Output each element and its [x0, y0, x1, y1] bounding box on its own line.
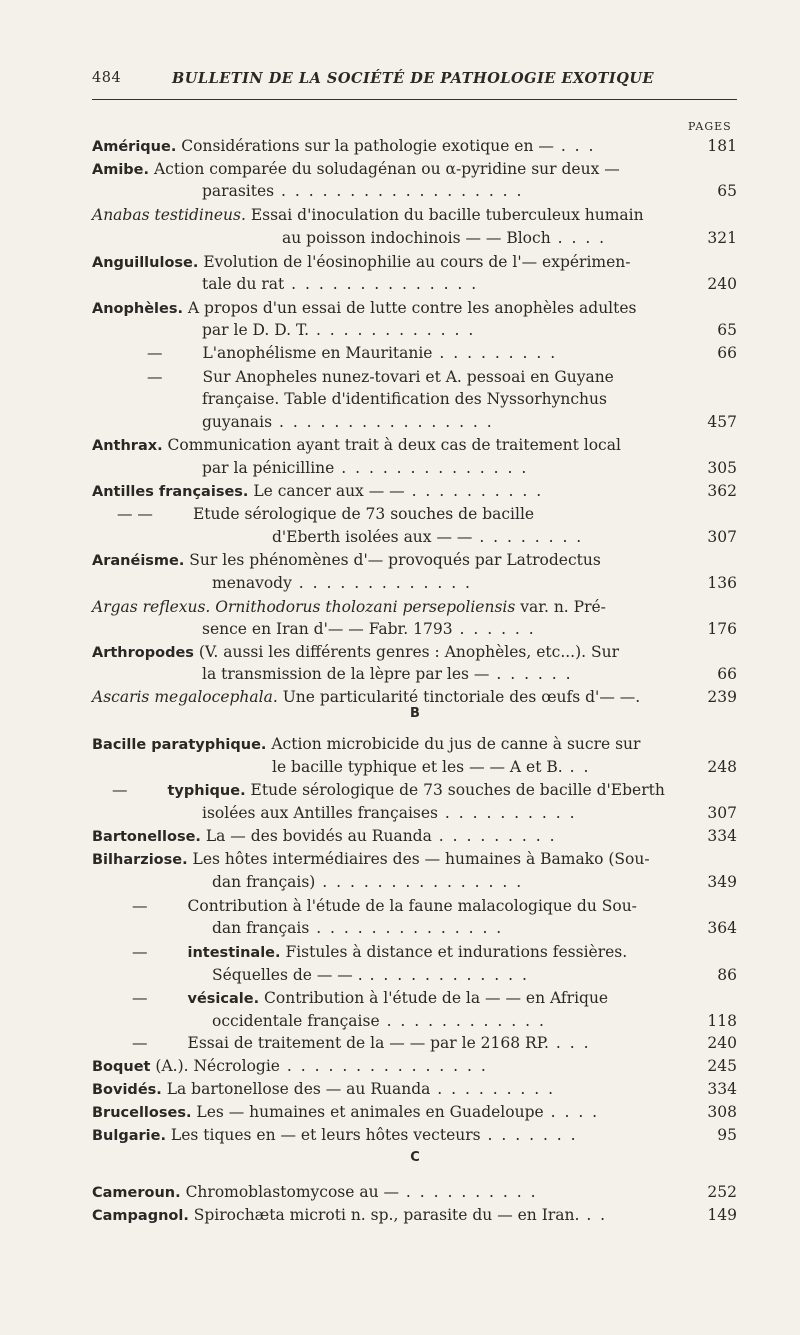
- entry-description: (A.). Nécrologie: [150, 1057, 280, 1075]
- page-reference: 95: [717, 1126, 737, 1144]
- index-line: [92, 366, 737, 388]
- entry-description: Les hôtes intermédiaires des — humaines à Bamako (Sou-: [187, 850, 650, 868]
- entry-keyword: Anophèles.: [92, 301, 183, 317]
- leader-dots: . . . . . . . . . . . .: [379, 1012, 546, 1030]
- leader-dots: . . . . . . . . . . . .: [362, 966, 529, 984]
- leader-dots: . . . . . . . . . . . . . . .: [279, 1057, 488, 1075]
- entry-text: [92, 596, 606, 618]
- page-reference: 66: [717, 665, 737, 683]
- leader-dots: . . . . . . . . . . . . . .: [309, 919, 504, 937]
- index-line: [92, 1204, 737, 1226]
- entry-keyword: Bacille paratyphique.: [92, 737, 267, 753]
- index-line: [92, 480, 737, 502]
- entry-text: [92, 1101, 599, 1124]
- entry-description: Considérations sur la pathologie exotique en —: [176, 137, 554, 155]
- leader-dots: . . . . . . . . . .: [404, 482, 544, 500]
- entry-description: La bartonellose des — au Ruanda: [161, 1080, 431, 1098]
- entry-text: [202, 457, 528, 479]
- index-line: [92, 1010, 737, 1032]
- entry-taxon: Anabas testidineus.: [92, 206, 246, 224]
- entry-description: dan français): [212, 873, 316, 891]
- leader-dots: . . . . . . . . . . . . . . .: [315, 873, 524, 891]
- entry-description: Contribution à l'étude de la faune malacologique du Sou-: [187, 897, 637, 915]
- index-line: [92, 434, 737, 456]
- entry-text: [132, 941, 627, 964]
- entry-keyword: Arthropodes: [92, 645, 194, 661]
- entry-description: Sur Anopheles nunez-tovari et A. pessoai en Guyane: [202, 368, 614, 386]
- index-line: [92, 686, 737, 708]
- entry-text: [272, 756, 590, 778]
- entry-dash: —: [132, 989, 148, 1007]
- entry-description: La — des bovidés au Ruanda: [200, 827, 432, 845]
- entry-description: Les — humaines et animales en Guadeloupe: [191, 1103, 544, 1121]
- entry-text: [202, 180, 523, 202]
- index-line: [92, 342, 737, 364]
- index-line: [92, 987, 737, 1009]
- page-reference: 252: [707, 1183, 737, 1201]
- page-reference: 308: [707, 1103, 737, 1121]
- page-reference: 321: [707, 229, 737, 247]
- index-line: [92, 251, 737, 273]
- entry-text: [212, 964, 529, 986]
- leader-dots: . . . . . .: [489, 665, 573, 683]
- entry-keyword: Antilles françaises.: [92, 484, 249, 500]
- page-reference: 307: [707, 528, 737, 546]
- leader-dots: . . . . . . .: [480, 1126, 578, 1144]
- leader-dots: . . . . . . . . .: [430, 1080, 556, 1098]
- leader-dots: . . . . . . . . . .: [437, 804, 577, 822]
- page-number: 484: [92, 70, 122, 86]
- page-reference: 239: [707, 688, 737, 706]
- index-line: [92, 964, 737, 986]
- leader-dots: . . . . . . . . . . . .: [309, 321, 476, 339]
- index-line: [92, 802, 737, 824]
- page-reference: 305: [707, 459, 737, 477]
- entry-text: [202, 411, 494, 433]
- leader-dots: . . . . . . . .: [472, 528, 584, 546]
- page-reference: 136: [707, 574, 737, 592]
- entry-text: [202, 388, 607, 410]
- entry-dash: —: [132, 1034, 148, 1052]
- index-line: [92, 641, 737, 663]
- index-line: [92, 135, 737, 157]
- entry-keyword: Bulgarie.: [92, 1128, 166, 1144]
- entry-keyword: Cameroun.: [92, 1185, 181, 1201]
- leader-dots: . . . . . . . . . . . . .: [291, 574, 472, 592]
- page-reference: 149: [707, 1206, 737, 1224]
- leader-dots: . . . . . . . . .: [431, 827, 557, 845]
- entry-dash: — —: [117, 505, 153, 523]
- index-line: [92, 941, 737, 963]
- entry-text: [282, 227, 606, 249]
- running-title: BULLETIN DE LA SOCIÉTÉ DE PATHOLOGIE EXOTIQUE: [172, 70, 655, 87]
- entry-description: isolées aux Antilles françaises: [202, 804, 438, 822]
- entry-keyword: Anguillulose.: [92, 255, 199, 271]
- leader-dots: . .: [579, 1206, 608, 1224]
- entry-text: [272, 526, 583, 548]
- entry-description: au poisson indochinois — — Bloch: [282, 229, 551, 247]
- entry-description: A propos d'un essai de lutte contre les anophèles adultes: [183, 299, 637, 317]
- entry-keyword: Bovidés.: [92, 1082, 162, 1098]
- entry-text: [202, 273, 478, 295]
- page-reference: 362: [707, 482, 737, 500]
- entry-description: Etude sérologique de 73 souches de bacille d'Eberth: [245, 781, 665, 799]
- entry-text: [92, 1078, 555, 1101]
- entry-description: sence en Iran d'— — Fabr. 1793: [202, 620, 453, 638]
- page-reference: 334: [707, 1080, 737, 1098]
- entry-description: dan français: [212, 919, 310, 937]
- entry-dash: —: [132, 897, 148, 915]
- entry-description: tale du rat: [202, 275, 285, 293]
- entry-text: [147, 366, 614, 388]
- entry-description: Communication ayant trait à deux cas de traitement local: [162, 436, 621, 454]
- index-line: [92, 572, 737, 594]
- page-reference: 245: [707, 1057, 737, 1075]
- entry-description: Etude sérologique de 73 souches de bacille: [192, 505, 535, 523]
- index-line: [92, 411, 737, 433]
- entry-text: [212, 917, 503, 939]
- index-line: [92, 297, 737, 319]
- entry-description: parasites: [202, 182, 275, 200]
- entry-description: Sur les phénomènes d'— provoqués par Latrodectus: [184, 551, 601, 569]
- entry-description: L'anophélisme en Mauritanie: [202, 344, 433, 362]
- index-line: [92, 663, 737, 685]
- entry-text: [92, 251, 631, 274]
- entry-dash: —: [112, 781, 128, 799]
- index-line: [92, 1124, 737, 1146]
- leader-dots: . . . . . .: [452, 620, 536, 638]
- entry-description: Fistules à distance et indurations fessières.: [280, 943, 628, 961]
- entry-text: [92, 135, 595, 158]
- entry-description: Chromoblastomycose au —: [180, 1183, 399, 1201]
- entry-keyword: Anthrax.: [92, 438, 163, 454]
- leader-dots: . . .: [548, 1034, 591, 1052]
- leader-dots: . . . .: [543, 1103, 600, 1121]
- entry-text: [147, 342, 557, 364]
- entry-text: [212, 572, 472, 594]
- index-line: [92, 756, 737, 778]
- entry-text: [92, 480, 543, 503]
- page-reference: 349: [707, 873, 737, 891]
- page-reference: 307: [707, 804, 737, 822]
- entry-description: la transmission de la lèpre par les —: [202, 665, 490, 683]
- page-header: [92, 70, 737, 94]
- entry-dash: —: [132, 943, 148, 961]
- entry-keyword: Brucelloses.: [92, 1105, 192, 1121]
- index-line: [92, 733, 737, 755]
- entry-text: [202, 618, 536, 640]
- index-line: [92, 871, 737, 893]
- entry-text: [92, 733, 640, 756]
- entry-text: [132, 895, 637, 917]
- entry-keyword: vésicale.: [187, 991, 260, 1007]
- entry-dash: —: [147, 344, 163, 362]
- page-reference: 240: [707, 1034, 737, 1052]
- leader-dots: . . . . . . . . . . . . . . . .: [272, 413, 494, 431]
- section-letter-b: B: [410, 706, 420, 721]
- index-line: [92, 503, 737, 525]
- entry-text: [117, 503, 534, 525]
- index-line: [92, 204, 737, 226]
- index-line: [92, 549, 737, 571]
- entry-description: française. Table d'identification des Nyssorhynchus: [202, 390, 607, 408]
- page-reference: 65: [717, 321, 737, 339]
- entry-text: [92, 549, 601, 572]
- leader-dots: . . . . . . . . . . . . . . . . . .: [274, 182, 524, 200]
- entry-taxon: Argas reflexus. Ornithodorus tholozani persepoliensis: [92, 598, 516, 616]
- entry-description: (V. aussi les différents genres : Anophèles, etc...). Sur: [193, 643, 620, 661]
- leader-dots: . . .: [553, 137, 596, 155]
- entry-description: menavody: [212, 574, 292, 592]
- entry-text: [92, 1055, 488, 1078]
- index-line: [92, 779, 737, 801]
- index-line: [92, 227, 737, 249]
- entry-description: guyanais: [202, 413, 273, 431]
- leader-dots: . . . . . . . . . . . . . .: [284, 275, 479, 293]
- entry-keyword: Boquet: [92, 1059, 151, 1075]
- entry-keyword: Aranéisme.: [92, 553, 185, 569]
- page-reference: 334: [707, 827, 737, 845]
- entry-text: [202, 802, 577, 824]
- entry-description: occidentale française: [212, 1012, 380, 1030]
- entry-keyword: intestinale.: [187, 945, 281, 961]
- entry-taxon: Ascaris megalocephala.: [92, 688, 278, 706]
- index-line: [92, 388, 737, 410]
- entry-keyword: Bilharziose.: [92, 852, 188, 868]
- entry-keyword: Amérique.: [92, 139, 177, 155]
- index-line: [92, 180, 737, 202]
- page-reference: 364: [707, 919, 737, 937]
- entry-text: [92, 641, 619, 664]
- index-line: [92, 917, 737, 939]
- index-line: [92, 848, 737, 870]
- index-line: [92, 895, 737, 917]
- index-line: [92, 596, 737, 618]
- entry-description: Essai d'inoculation du bacille tuberculeux humain: [245, 206, 644, 224]
- entry-dash: —: [147, 368, 163, 386]
- leader-dots: . . . . . . . . . . . . . .: [334, 459, 529, 477]
- entry-description: le bacille typhique et les — — A et B.: [272, 758, 563, 776]
- entry-text: [132, 1032, 591, 1054]
- entry-text: [92, 825, 557, 848]
- leader-dots: . . . .: [550, 229, 607, 247]
- entry-description: Evolution de l'éosinophilie au cours de l'— expérimen-: [198, 253, 631, 271]
- entry-text: [212, 871, 523, 893]
- entry-description: Spirochæta microti n. sp., parasite du — en Iran.: [188, 1206, 580, 1224]
- index-line: [92, 825, 737, 847]
- page-reference: 66: [717, 344, 737, 362]
- entry-text: [92, 434, 621, 457]
- entry-text: [92, 158, 620, 181]
- entry-text: [212, 1010, 546, 1032]
- entry-keyword: Amibe.: [92, 162, 150, 178]
- page-reference: 181: [707, 137, 737, 155]
- entry-description: par le D. D. T.: [202, 321, 310, 339]
- index-line: [92, 1181, 737, 1203]
- index-line: [92, 1101, 737, 1123]
- page-reference: 176: [707, 620, 737, 638]
- index-line: [92, 618, 737, 640]
- page-reference: 118: [707, 1012, 737, 1030]
- page-reference: 240: [707, 275, 737, 293]
- index-line: [92, 273, 737, 295]
- entry-text: [92, 297, 637, 320]
- entry-keyword: Bartonellose.: [92, 829, 201, 845]
- index-line: [92, 1078, 737, 1100]
- entry-text: [202, 663, 573, 685]
- entry-text: [92, 686, 640, 708]
- index-line: [92, 319, 737, 341]
- entry-text: [112, 779, 665, 802]
- section-letter-c: C: [410, 1150, 420, 1165]
- entry-description: Contribution à l'étude de la — — en Afrique: [259, 989, 609, 1007]
- entry-description: Action microbicide du jus de canne à sucre sur: [266, 735, 641, 753]
- index-line: [92, 1055, 737, 1077]
- pages-column-label: PAGES: [688, 120, 732, 133]
- entry-description: Les tiques en — et leurs hôtes vecteurs: [165, 1126, 481, 1144]
- entry-description: Une particularité tinctoriale des œufs d'— —.: [277, 688, 641, 706]
- index-line: [92, 1032, 737, 1054]
- entry-description: Le cancer aux — —: [248, 482, 405, 500]
- entry-text: [92, 204, 644, 226]
- entry-keyword: Campagnol.: [92, 1208, 189, 1224]
- entry-text: [202, 319, 475, 341]
- page-reference: 65: [717, 182, 737, 200]
- entry-text: [92, 1181, 538, 1204]
- page-reference: 248: [707, 758, 737, 776]
- leader-dots: . .: [562, 758, 591, 776]
- entry-keyword: typhique.: [167, 783, 246, 799]
- entry-description: Séquelles de — — .: [212, 966, 363, 984]
- entry-text: [92, 1124, 578, 1147]
- page-reference: 86: [717, 966, 737, 984]
- entry-text: [132, 987, 608, 1010]
- index-line: [92, 158, 737, 180]
- leader-dots: . . . . . . . . . .: [399, 1183, 538, 1201]
- entry-description: Essai de traitement de la — — par le 2168 RP.: [187, 1034, 549, 1052]
- entry-description: par la pénicilline: [202, 459, 335, 477]
- entry-text: [92, 848, 650, 871]
- entry-description: d'Eberth isolées aux — —: [272, 528, 473, 546]
- entry-description: var. n. Pré-: [515, 598, 606, 616]
- page-reference: 457: [707, 413, 737, 431]
- entry-text: [92, 1204, 607, 1227]
- index-line: [92, 457, 737, 479]
- entry-description: Action comparée du soludagénan ou α-pyridine sur deux —: [149, 160, 620, 178]
- leader-dots: . . . . . . . . .: [432, 344, 558, 362]
- header-rule: [92, 99, 737, 100]
- index-line: [92, 526, 737, 548]
